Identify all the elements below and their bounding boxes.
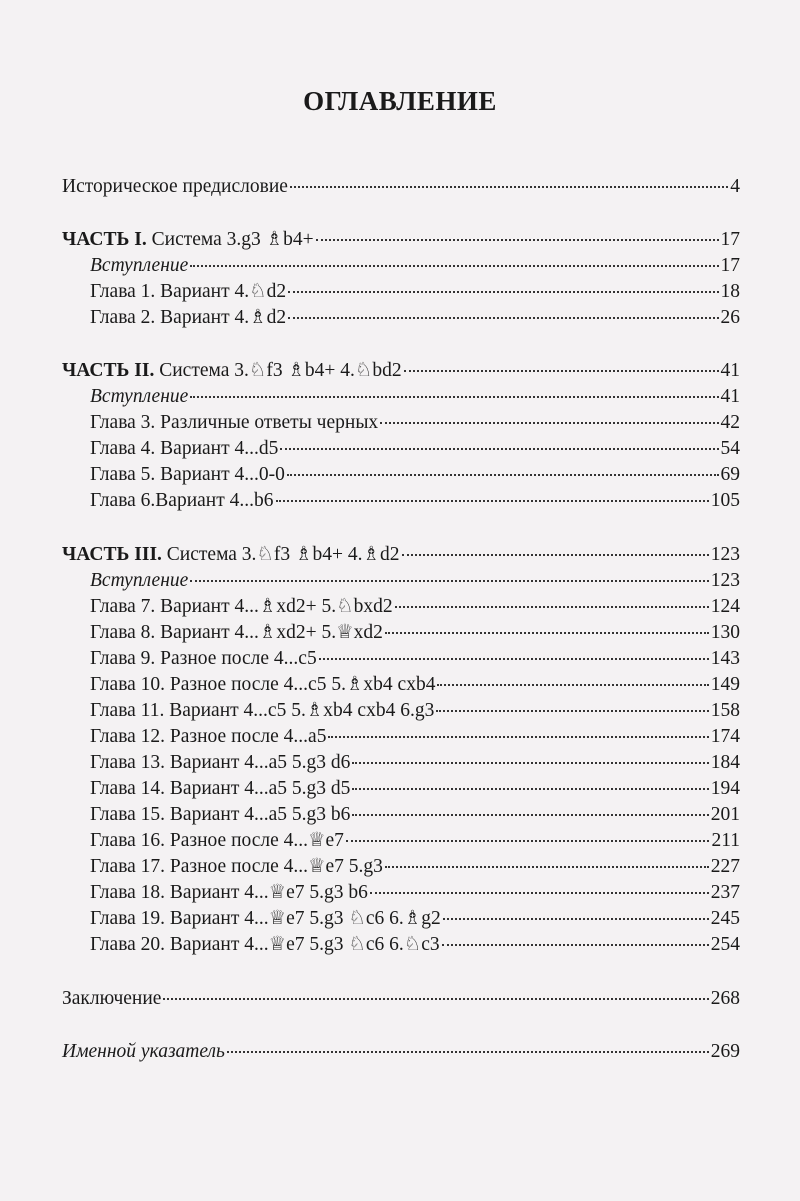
entry-page: 227 <box>710 856 740 877</box>
toc-entry[interactable] <box>90 253 740 279</box>
entry-page: 69 <box>720 464 740 485</box>
entry-text: Глава 14. Вариант 4...a5 5.g3 d5 <box>90 778 351 799</box>
dot-leader <box>346 840 710 842</box>
entry-page: 158 <box>710 700 740 721</box>
toc-entry[interactable] <box>90 305 740 331</box>
entry-page: 41 <box>720 360 740 381</box>
entry-text: Вступление <box>90 255 189 276</box>
entry-text: Глава 9. Разное после 4...c5 <box>90 648 317 669</box>
entry-text: Глава 20. Вариант 4...♕e7 5.g3 ♘c6 6.♘c3 <box>90 934 440 955</box>
dot-leader <box>395 606 709 608</box>
entry-page: 26 <box>720 307 740 328</box>
entry-text: Заключение <box>62 988 162 1009</box>
toc-entry[interactable] <box>90 750 740 776</box>
part-label: ЧАСТЬ I. <box>62 229 147 250</box>
dot-leader <box>328 736 708 738</box>
entry-text: Глава 8. Вариант 4...♗xd2+ 5.♕xd2 <box>90 622 383 643</box>
entry-page: 124 <box>710 596 740 617</box>
entry-text: Именной указатель <box>62 1041 225 1062</box>
toc-entry[interactable] <box>90 880 740 906</box>
entry-text: Глава 6.Вариант 4...b6 <box>90 490 274 511</box>
entry-text: Система 3.♘f3 ♗b4+ 4.♗d2 <box>166 544 400 565</box>
toc-part-3[interactable] <box>62 542 740 568</box>
dot-leader <box>290 186 728 188</box>
entry-page: 194 <box>710 778 740 799</box>
toc-entry[interactable] <box>90 698 740 724</box>
toc-entry-conclusion[interactable] <box>62 986 740 1012</box>
toc-entry[interactable] <box>90 620 740 646</box>
dot-leader <box>443 918 709 920</box>
toc-entry-preface[interactable] <box>62 174 740 200</box>
entry-text: Глава 19. Вариант 4...♕e7 5.g3 ♘c6 6.♗g2 <box>90 908 441 929</box>
dot-leader <box>276 500 709 502</box>
entry-text: Глава 13. Вариант 4...a5 5.g3 d6 <box>90 752 351 773</box>
dot-leader <box>385 632 709 634</box>
toc-part-1[interactable] <box>62 227 740 253</box>
toc-entry[interactable] <box>90 568 740 594</box>
toc-entry[interactable] <box>90 436 740 462</box>
entry-page: 4 <box>730 176 740 197</box>
dot-leader <box>288 317 718 319</box>
entry-page: 42 <box>720 412 740 433</box>
entry-page: 149 <box>710 674 740 695</box>
dot-leader <box>316 239 719 241</box>
part-label: ЧАСТЬ III. <box>62 544 162 565</box>
entry-page: 123 <box>710 570 740 591</box>
entry-page: 130 <box>710 622 740 643</box>
entry-text: Глава 12. Разное после 4...a5 <box>90 726 327 747</box>
toc-entry[interactable] <box>90 646 740 672</box>
entry-text: Глава 7. Вариант 4...♗xd2+ 5.♘bxd2 <box>90 596 393 617</box>
entry-page: 254 <box>710 934 740 955</box>
dot-leader <box>319 658 709 660</box>
entry-text: Глава 2. Вариант 4.♗d2 <box>90 307 287 328</box>
dot-leader <box>385 866 709 868</box>
dot-leader <box>404 370 719 372</box>
entry-page: 184 <box>710 752 740 773</box>
entry-text: Система 3.g3 ♗b4+ <box>151 229 314 250</box>
entry-page: 143 <box>710 648 740 669</box>
part-label: ЧАСТЬ II. <box>62 360 155 381</box>
dot-leader <box>190 396 718 398</box>
dot-leader <box>352 762 708 764</box>
dot-leader <box>280 448 718 450</box>
dot-leader <box>442 944 709 946</box>
dot-leader <box>163 998 708 1000</box>
toc-entry[interactable] <box>90 462 740 488</box>
entry-text: Глава 17. Разное после 4...♕e7 5.g3 <box>90 856 383 877</box>
entry-page: 17 <box>720 255 740 276</box>
dot-leader <box>436 710 708 712</box>
dot-leader <box>370 892 709 894</box>
entry-text: Вступление <box>90 386 189 407</box>
toc-entry[interactable] <box>90 279 740 305</box>
toc-entry[interactable] <box>90 724 740 750</box>
toc-entry[interactable] <box>90 854 740 880</box>
entry-page: 237 <box>710 882 740 903</box>
toc-entry-index[interactable] <box>62 1039 740 1065</box>
dot-leader <box>287 474 719 476</box>
dot-leader <box>288 291 718 293</box>
toc-entry[interactable] <box>90 672 740 698</box>
entry-page: 174 <box>710 726 740 747</box>
toc-part-2[interactable] <box>62 358 740 384</box>
entry-page: 269 <box>710 1041 740 1062</box>
entry-text: Глава 4. Вариант 4...d5 <box>90 438 279 459</box>
dot-leader <box>227 1051 709 1053</box>
entry-page: 41 <box>720 386 740 407</box>
entry-text: Глава 5. Вариант 4...0-0 <box>90 464 285 485</box>
toc-entry[interactable] <box>90 906 740 932</box>
dot-leader <box>380 422 718 424</box>
toc-entry[interactable] <box>90 776 740 802</box>
entry-page: 17 <box>720 229 740 250</box>
entry-page: 54 <box>720 438 740 459</box>
entry-text: Историческое предисловие <box>62 176 288 197</box>
toc-entry[interactable] <box>90 384 740 410</box>
entry-page: 268 <box>710 988 740 1009</box>
dot-leader <box>402 554 709 556</box>
entry-text: Глава 16. Разное после 4...♕e7 <box>90 830 344 851</box>
toc-entry[interactable] <box>90 410 740 436</box>
entry-text: Глава 3. Различные ответы черных <box>90 412 379 433</box>
entry-text: Глава 11. Вариант 4...c5 5.♗xb4 cxb4 6.g3 <box>90 700 435 721</box>
dot-leader <box>190 265 718 267</box>
toc-entry[interactable] <box>90 594 740 620</box>
entry-text: Глава 18. Вариант 4...♕e7 5.g3 b6 <box>90 882 368 903</box>
entry-text: Глава 10. Разное после 4...c5 5.♗xb4 cxb4 <box>90 674 436 695</box>
dot-leader <box>437 684 708 686</box>
entry-text: Глава 15. Вариант 4...a5 5.g3 b6 <box>90 804 351 825</box>
toc-entry[interactable] <box>90 932 740 958</box>
toc-entry[interactable] <box>90 828 740 854</box>
entry-page: 245 <box>710 908 740 929</box>
dot-leader <box>352 814 708 816</box>
entry-text: Вступление <box>90 570 189 591</box>
entry-page: 18 <box>720 281 740 302</box>
toc-entry[interactable] <box>90 802 740 828</box>
toc-entry[interactable] <box>90 488 740 514</box>
entry-page: 201 <box>710 804 740 825</box>
entry-page: 105 <box>710 490 740 511</box>
entry-text: Система 3.♘f3 ♗b4+ 4.♘bd2 <box>159 360 402 381</box>
dot-leader <box>190 580 708 582</box>
page-title: ОГЛАВЛЕНИЕ <box>303 86 497 116</box>
entry-page: 123 <box>710 544 740 565</box>
dot-leader <box>352 788 708 790</box>
entry-text: Глава 1. Вариант 4.♘d2 <box>90 281 287 302</box>
entry-page: 211 <box>711 830 740 851</box>
